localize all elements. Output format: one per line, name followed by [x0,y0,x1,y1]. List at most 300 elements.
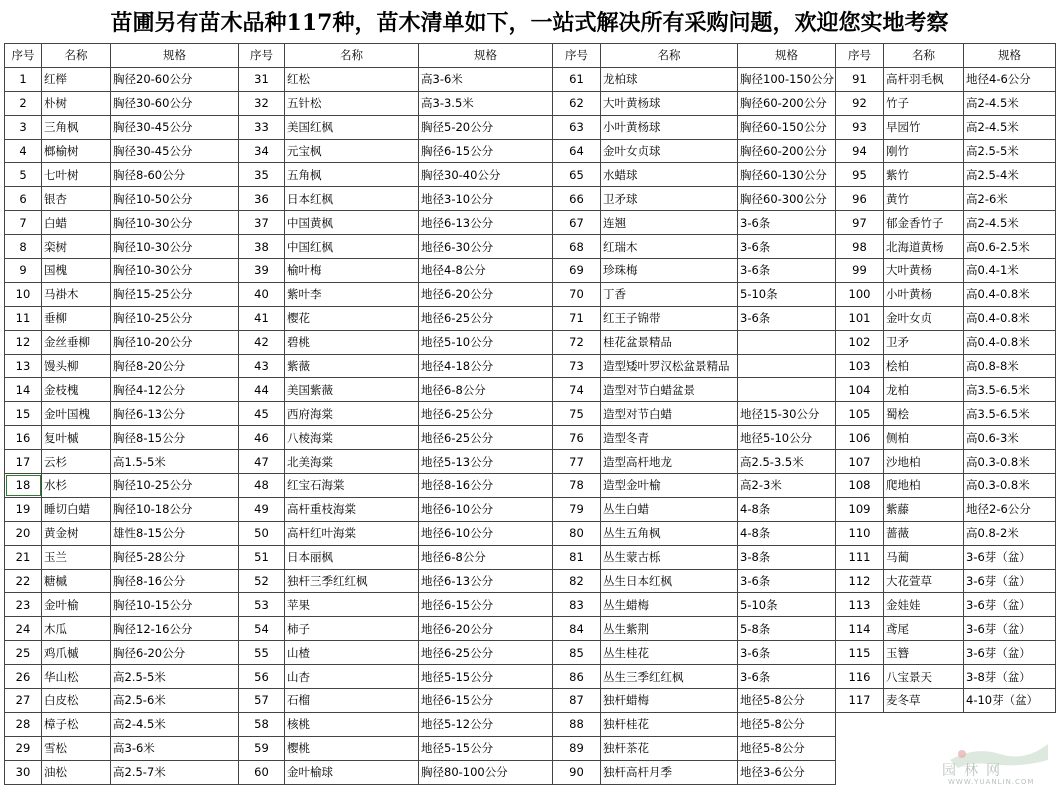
plant-name-cell[interactable]: 柿子 [285,617,419,641]
spec-cell[interactable]: 胸径6-15公分 [419,139,553,163]
serial-number-cell[interactable]: 13 [5,354,42,378]
plant-name-cell[interactable]: 独杆桂花 [601,712,738,736]
serial-number-cell[interactable]: 8 [5,235,42,259]
spec-cell[interactable]: 地径6-15公分 [419,593,553,617]
plant-name-cell[interactable]: 玉兰 [42,545,111,569]
plant-name-cell[interactable]: 黄竹 [884,187,964,211]
spec-cell[interactable]: 高0.4-0.8米 [964,282,1056,306]
serial-number-cell[interactable]: 39 [239,259,285,283]
spec-cell[interactable]: 高0.3-0.8米 [964,474,1056,498]
plant-name-cell[interactable]: 金枝槐 [42,378,111,402]
serial-number-cell[interactable]: 17 [5,450,42,474]
plant-name-cell[interactable]: 山杏 [285,665,419,689]
plant-name-cell[interactable]: 小叶黄杨 [884,282,964,306]
serial-number-cell[interactable]: 79 [553,497,601,521]
serial-number-cell[interactable]: 64 [553,139,601,163]
serial-number-cell[interactable]: 105 [836,402,884,426]
spec-cell[interactable]: 地径6-30公分 [419,235,553,259]
plant-name-cell[interactable]: 紫竹 [884,163,964,187]
plant-name-cell[interactable]: 大花萱草 [884,569,964,593]
serial-number-cell[interactable]: 3 [5,115,42,139]
plant-name-cell[interactable]: 睡切白蜡 [42,497,111,521]
plant-name-cell[interactable]: 水杉 [42,474,111,498]
plant-name-cell[interactable]: 西府海棠 [285,402,419,426]
serial-number-cell[interactable]: 116 [836,665,884,689]
spec-cell[interactable]: 胸径10-18公分 [111,497,239,521]
serial-number-cell[interactable]: 32 [239,91,285,115]
serial-number-cell[interactable]: 103 [836,354,884,378]
plant-name-cell[interactable]: 日本红枫 [285,187,419,211]
spec-cell[interactable]: 地径6-13公分 [419,211,553,235]
serial-number-cell[interactable]: 15 [5,402,42,426]
plant-name-cell[interactable]: 丛生蒙古栎 [601,545,738,569]
plant-name-cell[interactable]: 高杆红叶海棠 [285,521,419,545]
serial-number-cell[interactable]: 108 [836,474,884,498]
plant-name-cell[interactable]: 龙柏 [884,378,964,402]
spec-cell[interactable]: 高0.3-0.8米 [964,450,1056,474]
spec-cell[interactable]: 高0.4-1米 [964,259,1056,283]
plant-name-cell[interactable]: 红榉 [42,67,111,91]
serial-number-cell[interactable]: 100 [836,282,884,306]
serial-number-cell[interactable]: 91 [836,67,884,91]
plant-name-cell[interactable]: 蜀桧 [884,402,964,426]
spec-cell[interactable]: 胸径10-30公分 [111,259,239,283]
serial-number-cell[interactable]: 84 [553,617,601,641]
serial-number-cell[interactable]: 19 [5,497,42,521]
plant-name-cell[interactable]: 樱花 [285,306,419,330]
serial-number-cell[interactable]: 107 [836,450,884,474]
spec-cell[interactable]: 地径6-13公分 [419,569,553,593]
plant-name-cell[interactable]: 榆叶梅 [285,259,419,283]
plant-name-cell[interactable]: 大叶黄杨 [884,259,964,283]
serial-number-cell[interactable]: 83 [553,593,601,617]
spec-cell[interactable]: 胸径5-28公分 [111,545,239,569]
plant-name-cell[interactable]: 八宝景天 [884,665,964,689]
plant-name-cell[interactable]: 爬地柏 [884,474,964,498]
spec-cell[interactable]: 雄性8-15公分 [111,521,239,545]
spec-cell[interactable]: 高2.5-4米 [964,163,1056,187]
serial-number-cell[interactable]: 95 [836,163,884,187]
spec-cell[interactable]: 3-6条 [738,235,836,259]
serial-number-cell[interactable]: 34 [239,139,285,163]
serial-number-cell[interactable]: 52 [239,569,285,593]
spec-cell[interactable]: 高2-4.5米 [964,91,1056,115]
serial-number-cell[interactable]: 4 [5,139,42,163]
plant-name-cell[interactable]: 珍珠梅 [601,259,738,283]
plant-name-cell[interactable]: 桂花盆景精品 [601,330,738,354]
plant-name-cell[interactable]: 紫藤 [884,497,964,521]
spec-cell[interactable]: 3-6芽（盆） [964,545,1056,569]
plant-name-cell[interactable]: 馒头柳 [42,354,111,378]
plant-name-cell[interactable]: 糖槭 [42,569,111,593]
spec-cell[interactable]: 3-6芽（盆） [964,617,1056,641]
serial-number-cell[interactable]: 10 [5,282,42,306]
plant-name-cell[interactable]: 金丝垂柳 [42,330,111,354]
plant-name-cell[interactable]: 金叶国槐 [42,402,111,426]
serial-number-cell[interactable]: 55 [239,641,285,665]
spec-cell[interactable]: 地径8-16公分 [419,474,553,498]
plant-name-cell[interactable]: 樱桃 [285,736,419,760]
plant-name-cell[interactable]: 造型矮叶罗汉松盆景精品 [601,354,738,378]
plant-name-cell[interactable]: 榔榆树 [42,139,111,163]
plant-name-cell[interactable]: 碧桃 [285,330,419,354]
serial-number-cell[interactable]: 86 [553,665,601,689]
serial-number-cell[interactable]: 77 [553,450,601,474]
spec-cell[interactable]: 3-6芽（盆） [964,569,1056,593]
plant-name-cell[interactable]: 石榴 [285,689,419,713]
plant-name-cell[interactable]: 中国黄枫 [285,211,419,235]
spec-cell[interactable]: 胸径15-25公分 [111,282,239,306]
plant-name-cell[interactable]: 朴树 [42,91,111,115]
spec-cell[interactable]: 地径6-15公分 [419,689,553,713]
serial-number-cell[interactable]: 7 [5,211,42,235]
serial-number-cell[interactable]: 50 [239,521,285,545]
plant-name-cell[interactable]: 卫矛 [884,330,964,354]
spec-cell[interactable]: 胸径6-20公分 [111,641,239,665]
spec-cell[interactable]: 高0.8-8米 [964,354,1056,378]
serial-number-cell[interactable]: 117 [836,689,884,713]
serial-number-cell[interactable]: 110 [836,521,884,545]
plant-name-cell[interactable]: 独杆高杆月季 [601,760,738,784]
spec-cell[interactable]: 高2-4.5米 [964,211,1056,235]
serial-number-cell[interactable]: 43 [239,354,285,378]
serial-number-cell[interactable]: 46 [239,426,285,450]
spec-cell[interactable]: 3-6芽（盆） [964,641,1056,665]
plant-name-cell[interactable]: 黄金树 [42,521,111,545]
plant-name-cell[interactable]: 卫矛球 [601,187,738,211]
plant-name-cell[interactable]: 云杉 [42,450,111,474]
serial-number-cell[interactable]: 115 [836,641,884,665]
spec-cell[interactable]: 3-8芽（盆） [964,665,1056,689]
spec-cell[interactable]: 高0.6-2.5米 [964,235,1056,259]
serial-number-cell[interactable]: 6 [5,187,42,211]
spec-cell[interactable]: 高2.5-5米 [111,665,239,689]
plant-name-cell[interactable]: 五针松 [285,91,419,115]
serial-number-cell[interactable]: 113 [836,593,884,617]
serial-number-cell[interactable]: 66 [553,187,601,211]
plant-name-cell[interactable]: 刚竹 [884,139,964,163]
spec-cell[interactable]: 胸径20-60公分 [111,67,239,91]
spec-cell[interactable]: 胸径12-16公分 [111,617,239,641]
spec-cell[interactable]: 胸径30-45公分 [111,115,239,139]
spec-cell[interactable]: 胸径60-300公分 [738,187,836,211]
plant-name-cell[interactable]: 造型对节白蜡盆景 [601,378,738,402]
serial-number-cell[interactable]: 111 [836,545,884,569]
spec-cell[interactable]: 高2-6米 [964,187,1056,211]
serial-number-cell[interactable]: 45 [239,402,285,426]
spec-cell[interactable]: 高2.5-5米 [964,139,1056,163]
plant-name-cell[interactable]: 三角枫 [42,115,111,139]
plant-name-cell[interactable]: 五角枫 [285,163,419,187]
plant-name-cell[interactable]: 竹子 [884,91,964,115]
plant-name-cell[interactable]: 鸡爪槭 [42,641,111,665]
plant-name-cell[interactable]: 白蜡 [42,211,111,235]
plant-name-cell[interactable]: 马蔺 [884,545,964,569]
serial-number-cell[interactable]: 65 [553,163,601,187]
plant-name-cell[interactable]: 山楂 [285,641,419,665]
plant-name-cell[interactable]: 木瓜 [42,617,111,641]
spec-cell[interactable]: 胸径10-25公分 [111,474,239,498]
plant-name-cell[interactable]: 郁金香竹子 [884,211,964,235]
plant-name-cell[interactable]: 沙地柏 [884,450,964,474]
spec-cell[interactable]: 地径5-8公分 [738,736,836,760]
serial-number-cell[interactable]: 31 [239,67,285,91]
serial-number-cell[interactable]: 5 [5,163,42,187]
serial-number-cell[interactable]: 102 [836,330,884,354]
serial-number-cell[interactable]: 27 [5,689,42,713]
spec-cell[interactable]: 胸径8-60公分 [111,163,239,187]
spec-cell[interactable]: 高1.5-5米 [111,450,239,474]
spec-cell[interactable]: 地径5-10公分 [738,426,836,450]
serial-number-cell[interactable]: 28 [5,712,42,736]
spec-cell[interactable]: 地径6-25公分 [419,402,553,426]
spec-cell[interactable]: 高3-3.5米 [419,91,553,115]
spec-cell[interactable]: 胸径60-130公分 [738,163,836,187]
plant-name-cell[interactable]: 金叶女贞 [884,306,964,330]
serial-number-cell[interactable]: 85 [553,641,601,665]
plant-name-cell[interactable]: 丛生三季红红枫 [601,665,738,689]
plant-name-cell[interactable]: 丁香 [601,282,738,306]
serial-number-cell[interactable]: 61 [553,67,601,91]
serial-number-cell[interactable]: 90 [553,760,601,784]
serial-number-cell[interactable]: 76 [553,426,601,450]
plant-name-cell[interactable]: 独杆蜡梅 [601,689,738,713]
serial-number-cell[interactable]: 89 [553,736,601,760]
plant-name-cell[interactable]: 桧柏 [884,354,964,378]
serial-number-cell[interactable]: 104 [836,378,884,402]
spec-cell[interactable]: 4-10芽（盆） [964,689,1056,713]
plant-name-cell[interactable]: 雪松 [42,736,111,760]
plant-name-cell[interactable]: 马褂木 [42,282,111,306]
plant-name-cell[interactable]: 独杆茶花 [601,736,738,760]
plant-name-cell[interactable]: 北海道黄杨 [884,235,964,259]
serial-number-cell[interactable]: 99 [836,259,884,283]
serial-number-cell[interactable]: 56 [239,665,285,689]
serial-number-cell[interactable]: 1 [5,67,42,91]
plant-name-cell[interactable]: 独杆三季红红枫 [285,569,419,593]
plant-name-cell[interactable]: 丛生桂花 [601,641,738,665]
serial-number-cell[interactable]: 14 [5,378,42,402]
serial-number-cell[interactable]: 53 [239,593,285,617]
spec-cell[interactable]: 高2.5-7米 [111,760,239,784]
spec-cell[interactable]: 地径5-15公分 [419,665,553,689]
plant-name-cell[interactable]: 华山松 [42,665,111,689]
plant-name-cell[interactable]: 早园竹 [884,115,964,139]
plant-name-cell[interactable]: 核桃 [285,712,419,736]
spec-cell[interactable]: 4-8条 [738,497,836,521]
plant-name-cell[interactable]: 栾树 [42,235,111,259]
spec-cell[interactable]: 地径5-13公分 [419,450,553,474]
spec-cell[interactable]: 胸径10-15公分 [111,593,239,617]
spec-cell[interactable]: 5-10条 [738,282,836,306]
serial-number-cell[interactable]: 93 [836,115,884,139]
spec-cell[interactable]: 地径6-8公分 [419,378,553,402]
spec-cell[interactable]: 胸径8-15公分 [111,426,239,450]
plant-name-cell[interactable]: 油松 [42,760,111,784]
serial-number-cell[interactable]: 101 [836,306,884,330]
serial-number-cell[interactable]: 54 [239,617,285,641]
serial-number-cell[interactable]: 96 [836,187,884,211]
serial-number-cell[interactable]: 30 [5,760,42,784]
serial-number-cell[interactable]: 87 [553,689,601,713]
spec-cell[interactable]: 高0.4-0.8米 [964,330,1056,354]
serial-number-cell[interactable]: 51 [239,545,285,569]
spec-cell[interactable]: 地径5-8公分 [738,689,836,713]
serial-number-cell[interactable]: 24 [5,617,42,641]
spec-cell[interactable]: 胸径10-20公分 [111,330,239,354]
plant-name-cell[interactable]: 水蜡球 [601,163,738,187]
plant-name-cell[interactable]: 连翘 [601,211,738,235]
plant-name-cell[interactable]: 丛生白蜡 [601,497,738,521]
spec-cell[interactable]: 胸径8-16公分 [111,569,239,593]
spec-cell[interactable]: 地径15-30公分 [738,402,836,426]
plant-name-cell[interactable]: 七叶树 [42,163,111,187]
plant-name-cell[interactable]: 北美海棠 [285,450,419,474]
serial-number-cell[interactable]: 94 [836,139,884,163]
spec-cell[interactable]: 胸径10-25公分 [111,306,239,330]
spec-cell[interactable]: 地径3-10公分 [419,187,553,211]
spec-cell[interactable]: 胸径60-200公分 [738,139,836,163]
spec-cell[interactable]: 胸径4-12公分 [111,378,239,402]
plant-name-cell[interactable]: 日本丽枫 [285,545,419,569]
spec-cell[interactable]: 胸径5-20公分 [419,115,553,139]
serial-number-cell[interactable]: 73 [553,354,601,378]
spec-cell[interactable]: 胸径60-150公分 [738,115,836,139]
spec-cell[interactable] [738,354,836,378]
spec-cell[interactable]: 地径6-8公分 [419,545,553,569]
spec-cell[interactable]: 高0.8-2米 [964,521,1056,545]
spec-cell[interactable]: 地径6-10公分 [419,497,553,521]
plant-name-cell[interactable]: 红宝石海棠 [285,474,419,498]
serial-number-cell[interactable]: 16 [5,426,42,450]
plant-name-cell[interactable]: 紫叶李 [285,282,419,306]
serial-number-cell[interactable]: 2 [5,91,42,115]
serial-number-cell[interactable]: 29 [5,736,42,760]
plant-name-cell[interactable]: 金娃娃 [884,593,964,617]
serial-number-cell[interactable]: 67 [553,211,601,235]
plant-name-cell[interactable]: 红瑞木 [601,235,738,259]
spec-cell[interactable]: 胸径30-60公分 [111,91,239,115]
plant-name-cell[interactable]: 红松 [285,67,419,91]
plant-name-cell[interactable]: 丛生五角枫 [601,521,738,545]
plant-name-cell[interactable]: 白皮松 [42,689,111,713]
spec-cell[interactable]: 高3-6米 [419,67,553,91]
spec-cell[interactable]: 地径4-8公分 [419,259,553,283]
serial-number-cell[interactable]: 33 [239,115,285,139]
spec-cell[interactable]: 地径4-18公分 [419,354,553,378]
spec-cell[interactable]: 高2-3米 [738,474,836,498]
plant-name-cell[interactable]: 樟子松 [42,712,111,736]
spec-cell[interactable] [738,330,836,354]
serial-number-cell[interactable]: 59 [239,736,285,760]
serial-number-cell[interactable]: 88 [553,712,601,736]
serial-number-cell[interactable]: 9 [5,259,42,283]
spec-cell[interactable]: 地径5-12公分 [419,712,553,736]
spec-cell[interactable]: 3-6条 [738,211,836,235]
serial-number-cell[interactable]: 20 [5,521,42,545]
spec-cell[interactable]: 5-10条 [738,593,836,617]
serial-number-cell[interactable]: 42 [239,330,285,354]
spec-cell[interactable]: 地径6-20公分 [419,617,553,641]
plant-name-cell[interactable]: 大叶黄杨球 [601,91,738,115]
spec-cell[interactable]: 3-6条 [738,259,836,283]
serial-number-cell[interactable]: 22 [5,569,42,593]
spec-cell[interactable]: 5-8条 [738,617,836,641]
serial-number-cell[interactable]: 12 [5,330,42,354]
spec-cell[interactable]: 高3.5-6.5米 [964,378,1056,402]
spec-cell[interactable]: 3-6条 [738,569,836,593]
spec-cell[interactable]: 地径3-6公分 [738,760,836,784]
plant-name-cell[interactable]: 紫薇 [285,354,419,378]
spec-cell[interactable]: 高0.6-3米 [964,426,1056,450]
plant-name-cell[interactable]: 银杏 [42,187,111,211]
serial-number-cell[interactable]: 75 [553,402,601,426]
serial-number-cell[interactable]: 69 [553,259,601,283]
serial-number-cell[interactable]: 58 [239,712,285,736]
plant-name-cell[interactable]: 麦冬草 [884,689,964,713]
spec-cell[interactable]: 地径2-6公分 [964,497,1056,521]
serial-number-cell[interactable]: 112 [836,569,884,593]
spec-cell[interactable]: 胸径6-13公分 [111,402,239,426]
plant-name-cell[interactable]: 造型高杆地龙 [601,450,738,474]
plant-name-cell[interactable]: 丛生蜡梅 [601,593,738,617]
spec-cell[interactable]: 地径6-25公分 [419,641,553,665]
serial-number-cell[interactable]: 38 [239,235,285,259]
spec-cell[interactable]: 高3.5-6.5米 [964,402,1056,426]
plant-name-cell[interactable]: 复叶槭 [42,426,111,450]
plant-name-cell[interactable]: 造型对节白蜡 [601,402,738,426]
plant-name-cell[interactable]: 金叶榆球 [285,760,419,784]
plant-name-cell[interactable]: 小叶黄杨球 [601,115,738,139]
serial-number-cell[interactable]: 72 [553,330,601,354]
serial-number-cell[interactable]: 70 [553,282,601,306]
plant-name-cell[interactable]: 高杆重枝海棠 [285,497,419,521]
serial-number-cell[interactable]: 11 [5,306,42,330]
serial-number-cell[interactable]: 35 [239,163,285,187]
spec-cell[interactable]: 胸径30-45公分 [111,139,239,163]
serial-number-cell[interactable]: 62 [553,91,601,115]
plant-name-cell[interactable]: 八棱海棠 [285,426,419,450]
plant-name-cell[interactable]: 垂柳 [42,306,111,330]
serial-number-cell[interactable]: 106 [836,426,884,450]
serial-number-cell[interactable]: 37 [239,211,285,235]
plant-name-cell[interactable]: 金叶榆 [42,593,111,617]
serial-number-cell[interactable]: 97 [836,211,884,235]
spec-cell[interactable]: 胸径8-20公分 [111,354,239,378]
serial-number-cell[interactable]: 60 [239,760,285,784]
serial-number-cell[interactable]: 82 [553,569,601,593]
serial-number-cell[interactable]: 23 [5,593,42,617]
spec-cell[interactable]: 3-6条 [738,306,836,330]
plant-name-cell[interactable]: 高杆羽毛枫 [884,67,964,91]
serial-number-cell[interactable]: 36 [239,187,285,211]
spec-cell[interactable]: 胸径10-30公分 [111,211,239,235]
serial-number-cell[interactable]: 71 [553,306,601,330]
plant-name-cell[interactable]: 龙柏球 [601,67,738,91]
plant-name-cell[interactable]: 侧柏 [884,426,964,450]
spec-cell[interactable]: 胸径30-40公分 [419,163,553,187]
spec-cell[interactable]: 高2.5-3.5米 [738,450,836,474]
spec-cell[interactable]: 3-6芽（盆） [964,593,1056,617]
serial-number-cell[interactable]: 68 [553,235,601,259]
plant-name-cell[interactable]: 美国红枫 [285,115,419,139]
spec-cell[interactable] [738,378,836,402]
plant-name-cell[interactable]: 造型金叶榆 [601,474,738,498]
spec-cell[interactable]: 胸径80-100公分 [419,760,553,784]
serial-number-cell[interactable]: 48 [239,474,285,498]
plant-name-cell[interactable]: 美国紫薇 [285,378,419,402]
serial-number-cell[interactable]: 21 [5,545,42,569]
